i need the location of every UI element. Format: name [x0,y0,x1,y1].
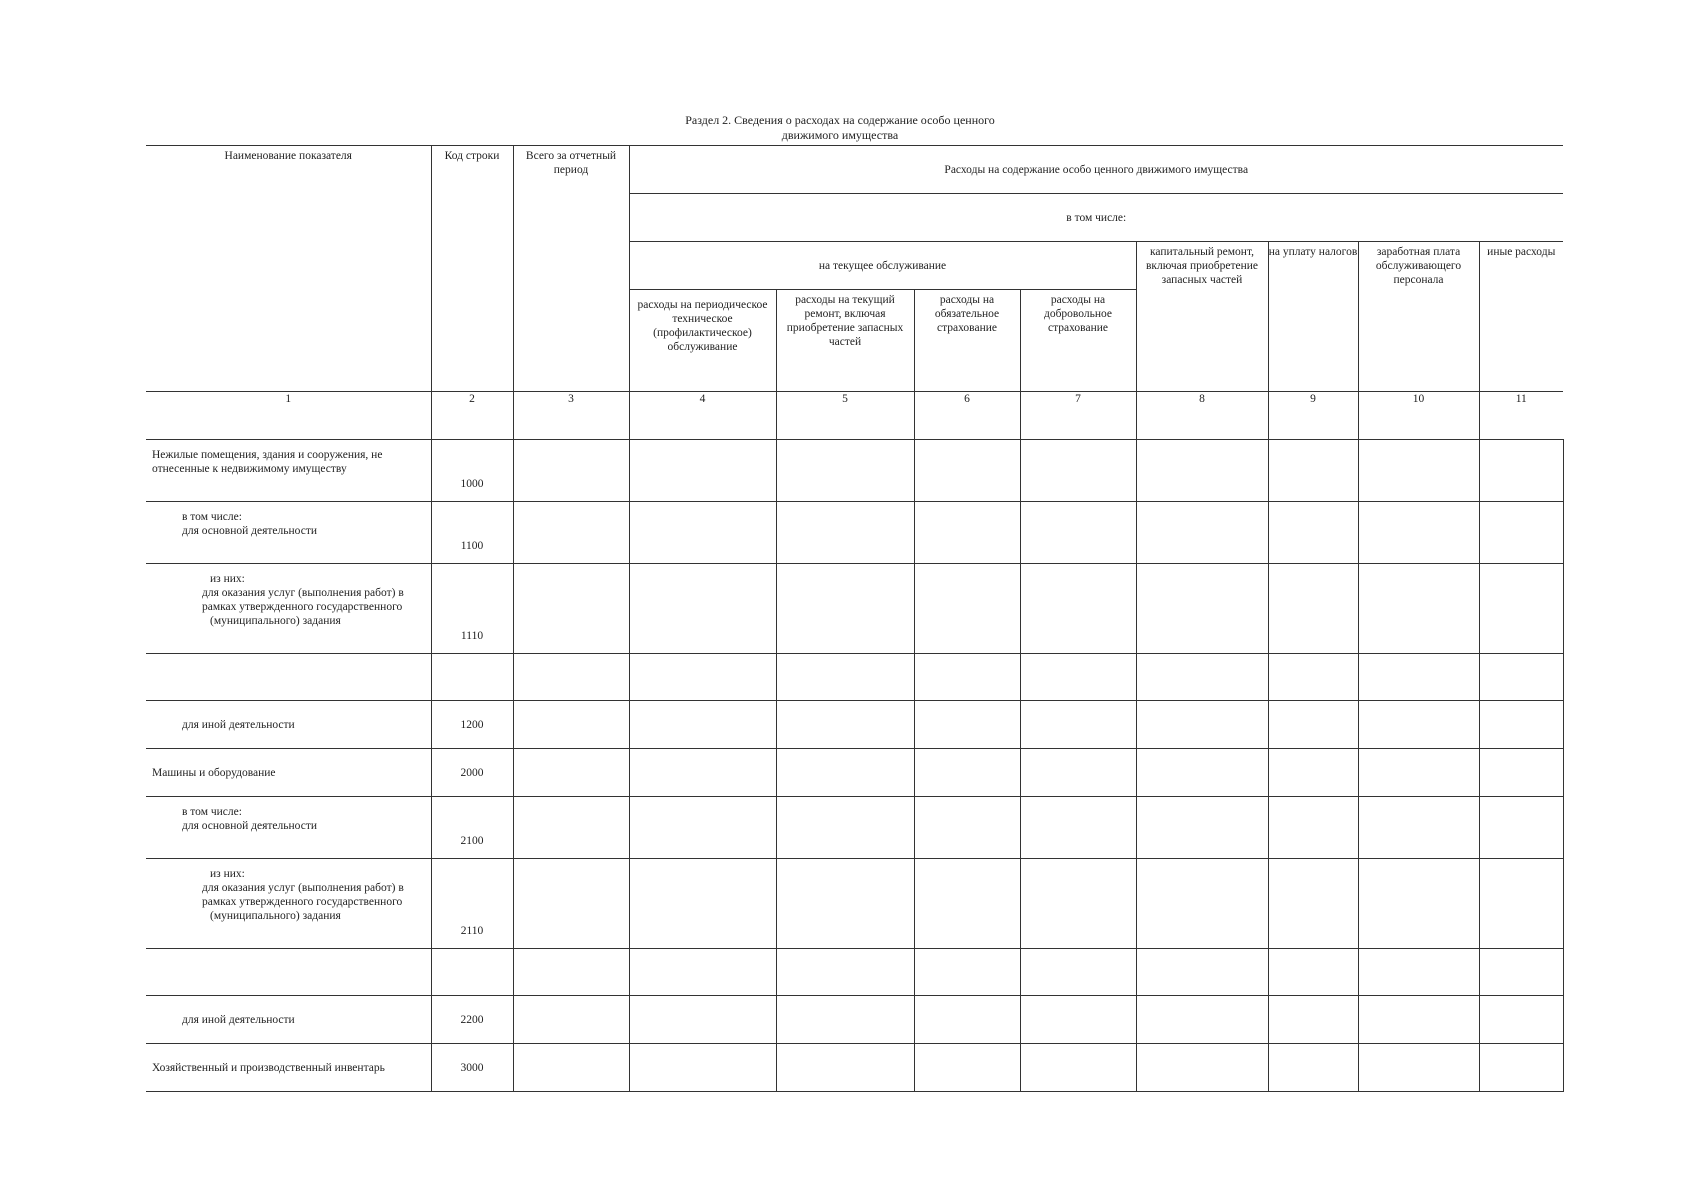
table-cell[interactable] [1020,859,1136,949]
table-cell[interactable] [1268,502,1358,564]
table-cell[interactable] [1136,502,1268,564]
row-code: 2200 [431,996,513,1044]
row-code: 3000 [431,1044,513,1092]
table-row [146,654,1563,701]
table-cell[interactable] [1136,996,1268,1044]
table-cell[interactable] [776,654,914,701]
header-expenses: Расходы на содержание особо ценного движимого имущества [629,146,1563,194]
table-cell[interactable] [1020,797,1136,859]
table-cell[interactable] [1479,564,1563,654]
table-cell[interactable] [1268,440,1358,502]
table-cell[interactable] [1136,564,1268,654]
table-cell[interactable] [1268,996,1358,1044]
table-cell[interactable] [1136,749,1268,797]
table-cell[interactable] [1358,749,1479,797]
table-cell[interactable] [1358,701,1479,749]
table-cell[interactable] [513,654,629,701]
row-label: из них: для оказания услуг (выполнения работ) в рамках утвержденного государственного (муниципального) задания [146,859,431,949]
table-row [146,564,1563,654]
row-code: 1200 [431,701,513,749]
table-cell[interactable] [1268,564,1358,654]
table-cell[interactable] [776,502,914,564]
table-cell[interactable] [513,749,629,797]
table-cell[interactable] [1358,996,1479,1044]
table-cell[interactable] [1358,859,1479,949]
row-label: Машины и оборудование [146,749,431,797]
table-cell[interactable] [1020,701,1136,749]
table-row [146,440,1563,502]
table-cell[interactable] [914,564,1020,654]
header-salary: заработная плата обслуживающего персонала [1358,242,1479,392]
table-row [146,859,1563,949]
table-cell[interactable] [1479,797,1563,859]
table-cell[interactable] [1136,859,1268,949]
table-cell[interactable] [1358,440,1479,502]
table-cell[interactable] [1479,502,1563,564]
table-row [146,502,1563,564]
table-cell[interactable] [914,996,1020,1044]
table-cell[interactable] [1136,1044,1268,1092]
table-cell[interactable] [629,749,776,797]
table-cell[interactable] [1268,859,1358,949]
table-cell[interactable] [914,1044,1020,1092]
table-cell[interactable] [1020,996,1136,1044]
table-cell[interactable] [1020,749,1136,797]
column-number: 9 [1268,392,1358,440]
table-cell[interactable] [1136,654,1268,701]
table-cell[interactable] [513,564,629,654]
table-cell[interactable] [629,859,776,949]
table-cell[interactable] [629,701,776,749]
table-cell[interactable] [776,859,914,949]
row-label: для иной деятельности [146,996,431,1044]
section-title [640,113,1040,143]
column-number: 4 [629,392,776,440]
table-cell[interactable] [513,949,629,996]
header-name: Наименование показателя [146,146,431,392]
table-cell[interactable] [914,859,1020,949]
section-title-line-2: движимого имущества [781,128,899,142]
row-label: для иной деятельности [146,701,431,749]
row-code: 1110 [431,564,513,654]
table-cell[interactable] [776,797,914,859]
table-cell[interactable] [1268,1044,1358,1092]
row-label: в том числе: для основной деятельности [146,797,431,859]
row-label [146,949,431,996]
column-number: 11 [1479,392,1563,440]
table-cell[interactable] [1020,564,1136,654]
table-cell[interactable] [914,654,1020,701]
table-cell[interactable] [1136,797,1268,859]
section-title-line-1: Раздел 2. Сведения о расходах на содержание особо ценного [685,113,995,127]
column-number: 3 [513,392,629,440]
table-cell[interactable] [629,564,776,654]
table-cell[interactable] [629,440,776,502]
column-number: 5 [776,392,914,440]
table-cell[interactable] [1479,440,1563,502]
table-cell[interactable] [914,502,1020,564]
header-periodic: расходы на периодическое техническое (профилактическое) обслуживание [629,290,776,392]
table-cell[interactable] [1268,797,1358,859]
row-label [146,654,431,701]
table-row [146,701,1563,749]
table-row [146,749,1563,797]
table-cell[interactable] [1136,701,1268,749]
table-cell[interactable] [1358,949,1479,996]
table-cell[interactable] [914,440,1020,502]
table-cell[interactable] [629,797,776,859]
column-number: 8 [1136,392,1268,440]
table-cell[interactable] [1020,440,1136,502]
table-cell[interactable] [1358,797,1479,859]
row-code: 2100 [431,797,513,859]
row-code: 2000 [431,749,513,797]
table-cell[interactable] [1020,949,1136,996]
table-cell[interactable] [629,654,776,701]
table-cell[interactable] [1268,749,1358,797]
table-cell[interactable] [914,701,1020,749]
table-cell[interactable] [1479,1044,1563,1092]
table-cell[interactable] [513,797,629,859]
header-voluntary-insurance: расходы на добровольное страхование [1020,290,1136,392]
table-cell[interactable] [513,440,629,502]
header-capital-repair: капитальный ремонт, включая приобретение запасных частей [1136,242,1268,392]
table-cell[interactable] [914,749,1020,797]
table-cell[interactable] [1358,1044,1479,1092]
table-cell[interactable] [1479,949,1563,996]
table-cell[interactable] [1268,701,1358,749]
table-cell[interactable] [1479,701,1563,749]
table-cell[interactable] [776,996,914,1044]
row-code: 1100 [431,502,513,564]
table-cell[interactable] [1020,502,1136,564]
row-label: Нежилые помещения, здания и сооружения, не отнесенные к недвижимому имуществу [146,440,431,502]
header-including: в том числе: [629,194,1563,242]
table-cell[interactable] [914,797,1020,859]
table-cell[interactable] [776,749,914,797]
column-number: 6 [914,392,1020,440]
table-row [146,797,1563,859]
header-taxes: на уплату налогов [1268,242,1358,392]
header-code: Код строки [431,146,513,392]
table-cell[interactable] [1268,654,1358,701]
table-cell[interactable] [513,502,629,564]
table-row [146,996,1563,1044]
row-code [431,949,513,996]
table-cell[interactable] [776,440,914,502]
row-code: 2110 [431,859,513,949]
table-cell[interactable] [776,701,914,749]
expenses-table [146,145,1564,1092]
header-mandatory-insurance: расходы на обязательное страхование [914,290,1020,392]
table-cell[interactable] [629,1044,776,1092]
row-label: из них: для оказания услуг (выполнения работ) в рамках утвержденного государственного (муниципального) задания [146,564,431,654]
row-code [431,654,513,701]
table-cell[interactable] [1136,440,1268,502]
table-row [146,1044,1563,1092]
header-other: иные расходы [1479,242,1563,392]
column-number: 1 [146,392,431,440]
table-cell[interactable] [1479,749,1563,797]
table-row [146,949,1563,996]
table-cell[interactable] [1268,949,1358,996]
table-cell[interactable] [1358,654,1479,701]
column-number: 10 [1358,392,1479,440]
table-cell[interactable] [1136,949,1268,996]
table-cell[interactable] [1358,564,1479,654]
header-current-service: на текущее обслуживание [629,242,1136,290]
table-cell[interactable] [1479,654,1563,701]
table-cell[interactable] [513,996,629,1044]
row-label: в том числе: для основной деятельности [146,502,431,564]
table-cell[interactable] [513,859,629,949]
row-code: 1000 [431,440,513,502]
column-number: 2 [431,392,513,440]
table-cell[interactable] [1358,502,1479,564]
table-cell[interactable] [513,701,629,749]
table-cell[interactable] [1020,1044,1136,1092]
table-cell[interactable] [1479,859,1563,949]
column-number: 7 [1020,392,1136,440]
table-cell[interactable] [513,1044,629,1092]
table-cell[interactable] [914,949,1020,996]
header-current-repair: расходы на текущий ремонт, включая приобретение запасных частей [776,290,914,392]
table-cell[interactable] [776,564,914,654]
table-cell[interactable] [1479,996,1563,1044]
table-cell[interactable] [629,996,776,1044]
table-cell[interactable] [1020,654,1136,701]
table-cell[interactable] [776,1044,914,1092]
table-cell[interactable] [629,502,776,564]
header-total: Всего за отчетный период [513,146,629,392]
table-cell[interactable] [629,949,776,996]
table-cell[interactable] [776,949,914,996]
row-label: Хозяйственный и производственный инвентарь [146,1044,431,1092]
